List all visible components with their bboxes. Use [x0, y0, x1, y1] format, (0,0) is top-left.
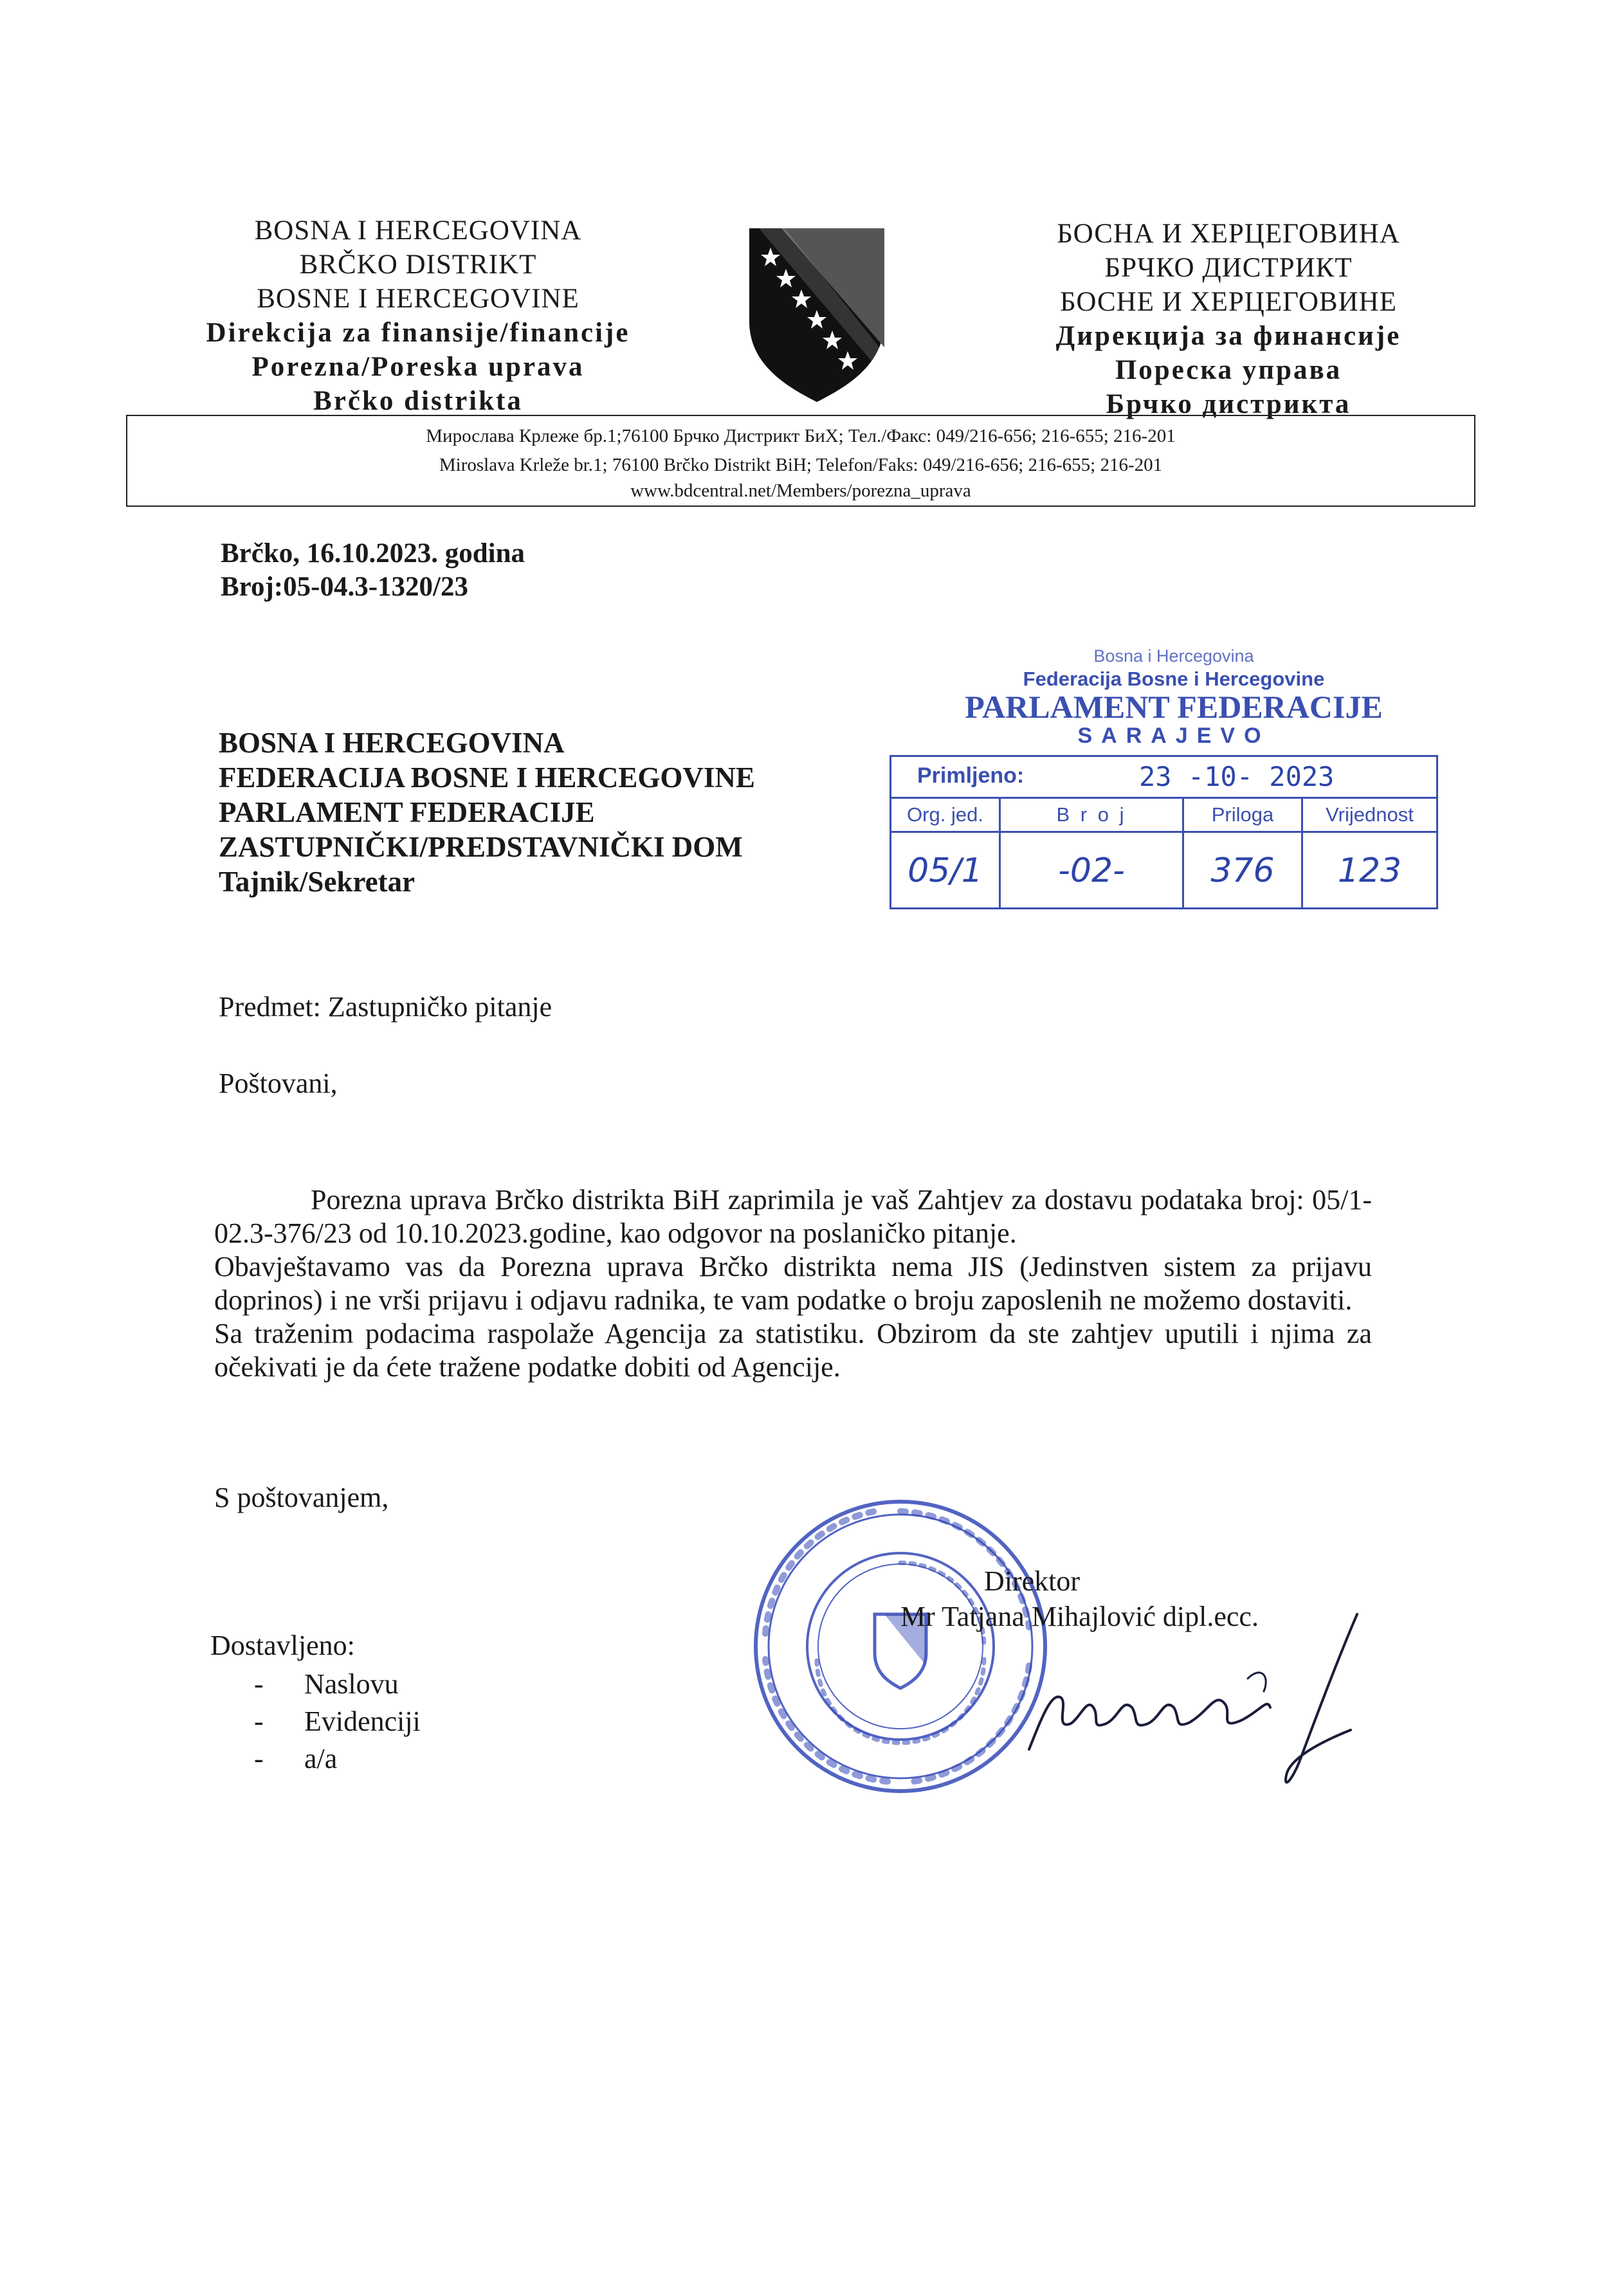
subject-line: Predmet: Zastupničko pitanje [219, 991, 552, 1023]
stamp-col-priloga: Priloga [1184, 799, 1303, 831]
signature-icon [1016, 1601, 1376, 1794]
stamp-line-country: Bosna i Hercegovina [1093, 646, 1254, 666]
list-item: - Evidenciji [254, 1706, 421, 1737]
letter-meta [221, 537, 525, 604]
stamp-received-date: 23 -10- 2023 [1139, 761, 1335, 792]
stamp-col-org: Org. jed. [891, 799, 1001, 831]
header-country-cyr: БОСНА И ХЕРЦЕГОВИНА [1057, 219, 1400, 249]
header-latin [161, 214, 675, 418]
header-country: BOSNA I HERCEGOVINA [254, 215, 582, 246]
stamp-received-label: Primljeno: [917, 763, 1025, 788]
address-latin: Miroslava Krleže br.1; 76100 Brčko Distrikt BiH; Telefon/Faks: 049/216-656; 216-655; 216-201 [439, 455, 1163, 475]
header-of-district-cyr: Брчко дистрикта [1106, 389, 1351, 419]
stamp-line-city: SARAJEVO [1077, 724, 1270, 748]
recipient-line: ZASTUPNIČKI/PREDSTAVNIČKI DOM [219, 831, 743, 863]
recipient-line: PARLAMENT FEDERACIJE [219, 796, 595, 828]
paragraph: Porezna uprava Brčko distrikta BiH zaprimila je vaš Zahtjev za dostavu podataka broj: 05/1-02.3-376/23 od 10.10.2023.godine, kao odgovor na poslaničko pitanje. [214, 1184, 1372, 1249]
header-district-of-cyr: БОСНЕ И ХЕРЦЕГОВИНЕ [1060, 287, 1397, 317]
stamp-col-broj: B r o j [1001, 799, 1184, 831]
body-text [214, 1183, 1372, 1384]
header-district: BRČKO DISTRIKT [299, 250, 537, 280]
signatory-name: Mr Tatjana Mihajlović dipl.ecc. [900, 1601, 1259, 1632]
letter-date: Brčko, 16.10.2023. godina [221, 538, 525, 569]
header-tax-admin: Porezna/Poreska uprava [251, 352, 585, 382]
header-directorate-cyr: Дирекција за финансије [1055, 321, 1401, 351]
header-of-district: Brčko distrikta [313, 386, 523, 416]
signatory-title: Direktor [984, 1565, 1081, 1597]
official-seal-icon [746, 1492, 1055, 1801]
distribution-label: Dostavljeno: [210, 1630, 355, 1661]
stamp-val-priloga: 376 [1184, 833, 1303, 909]
list-item: - Naslovu [254, 1668, 399, 1700]
stamp-received-row [891, 757, 1436, 799]
stamp-val-broj: -02- [1001, 833, 1184, 909]
header-tax-admin-cyr: Пореска управа [1115, 355, 1342, 385]
stamp-col-vrijednost: Vrijednost [1326, 803, 1414, 826]
website-link[interactable]: www.bdcentral.net/Members/porezna_uprava [630, 480, 971, 501]
greeting: Poštovani, [219, 1068, 338, 1099]
stamp-line-parliament: PARLAMENT FEDERACIJE [965, 689, 1383, 725]
closing: S poštovanjem, [214, 1482, 389, 1513]
stamp-val-org: 05/1 [891, 833, 1001, 909]
paragraph: Sa traženim podacima raspolaže Agencija za statistiku. Obzirom da ste zahtjev uputili i njima za očekivati je da ćete tražene podatke dobiti od Agencije. [214, 1318, 1372, 1383]
header-cyrillic [965, 217, 1492, 421]
header-district-cyr: БРЧКО ДИСТРИКТ [1104, 253, 1353, 283]
recipient-line: Tajnik/Sekretar [219, 866, 415, 898]
header-directorate: Direkcija za finansije/financije [206, 318, 630, 348]
received-stamp [890, 755, 1438, 909]
header-district-of: BOSNE I HERCEGOVINE [257, 284, 579, 314]
recipient-line: FEDERACIJA BOSNE I HERCEGOVINE [219, 761, 755, 794]
list-item: - a/a [254, 1743, 338, 1774]
distribution-list [254, 1666, 421, 1778]
recipient-line: BOSNA I HERCEGOVINA [219, 727, 565, 759]
stamp-line-federation: Federacija Bosne i Hercegovine [1023, 668, 1325, 690]
address-cyrillic: Мирослава Крлеже бр.1;76100 Брчко Дистрикт БиХ; Тел./Факс: 049/216-656; 216-655; 216-201 [426, 426, 1176, 446]
recipient-block [219, 725, 755, 899]
paragraph: Obavještavamo vas da Porezna uprava Brčko distrikta nema JIS (Jedinstven sistem za prijavu doprinos) i ne vrši prijavu i odjavu radnika, te vam podatke o broju zaposlenih ne možemo dostaviti. [214, 1251, 1372, 1316]
stamp-val-vrijednost: 123 [1337, 851, 1402, 890]
coat-of-arms-icon [746, 225, 888, 405]
letter-number: Broj:05-04.3-1320/23 [221, 572, 468, 602]
